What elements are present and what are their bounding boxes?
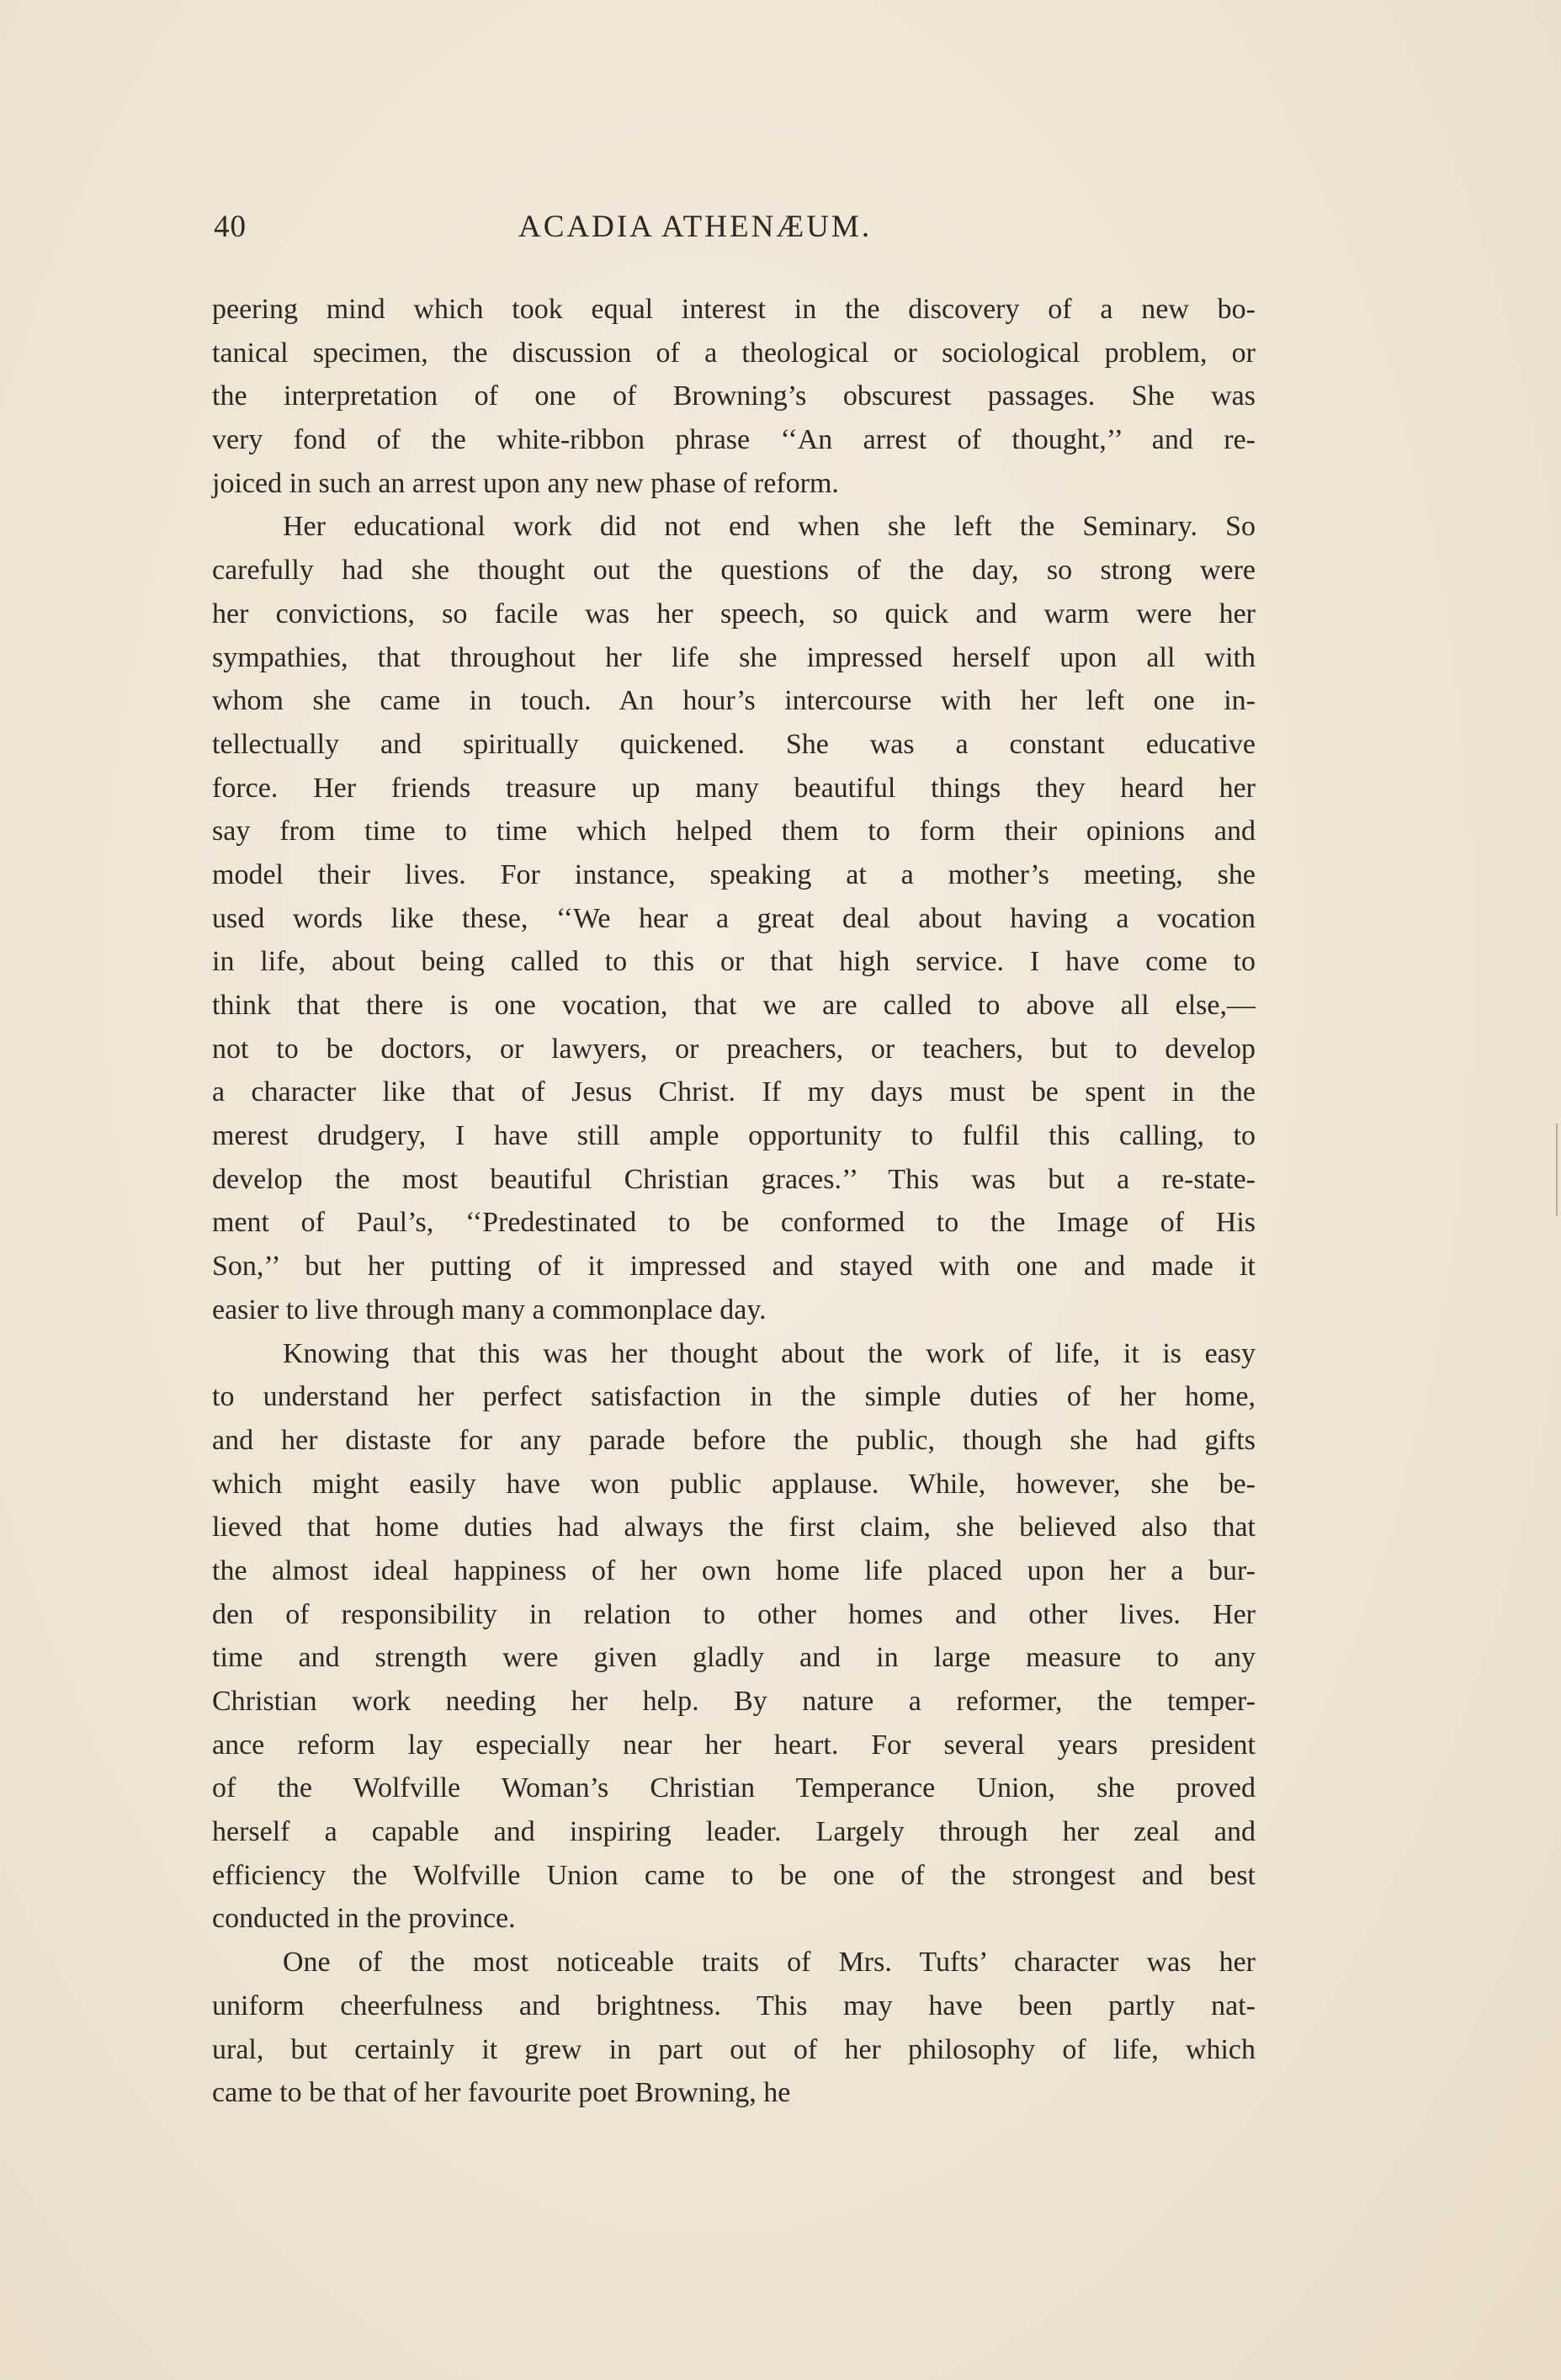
text-line: den of responsibility in relation to other homes and other lives. Her — [212, 1598, 1256, 1630]
paragraph — [212, 1941, 1256, 2115]
text-line: which might easily have won public applause. While, however, she be- — [212, 1468, 1256, 1500]
text-line: used words like these, ‘‘We hear a great deal about having a vocation — [212, 902, 1256, 934]
text-line: efficiency the Wolfville Union came to be one of the strongest and best — [212, 1859, 1256, 1891]
text-line: force. Her friends treasure up many beautiful things they heard her — [212, 772, 1256, 804]
text-line: merest drudgery, I have still ample opportunity to fulfil this calling, to — [212, 1120, 1256, 1152]
article-body — [212, 288, 1256, 2115]
text-line: to understand her perfect satisfaction in the simple duties of her home, — [212, 1381, 1256, 1413]
paragraph — [212, 505, 1256, 1331]
text-line: a character like that of Jesus Christ. If my days must be spent in the — [212, 1076, 1256, 1108]
text-line: Son,’’ but her putting of it impressed and stayed with one and made it — [212, 1251, 1256, 1283]
page-header — [214, 209, 1257, 259]
text-line: say from time to time which helped them to form their opinions and — [212, 815, 1256, 847]
text-line: very fond of the white-ribbon phrase ‘‘An arrest of thought,’’ and re- — [212, 424, 1256, 456]
text-line: ural, but certainly it grew in part out of her philosophy of life, which — [212, 2033, 1256, 2065]
text-line: develop the most beautiful Christian graces.’’ This was but a re-state- — [212, 1163, 1256, 1195]
text-line: model their lives. For instance, speaking at a mother’s meeting, she — [212, 858, 1256, 890]
paragraph — [212, 1332, 1256, 1942]
text-line: think that there is one vocation, that we are called to above all else,— — [212, 990, 1256, 1021]
text-line: tanical specimen, the discussion of a theological or sociological problem, or — [212, 337, 1256, 369]
text-line: carefully had she thought out the questions of the day, so strong were — [212, 555, 1256, 587]
text-line: Christian work needing her help. By nature a reformer, the temper- — [212, 1686, 1256, 1717]
text-line: ment of Paul’s, ‘‘Predestinated to be conformed to the Image of His — [212, 1207, 1256, 1239]
text-line: the almost ideal happiness of her own home life placed upon her a bur- — [212, 1554, 1256, 1586]
text-line: came to be that of her favourite poet Browning, he — [212, 2077, 791, 2109]
text-line: Her educational work did not end when she left the Seminary. So — [283, 511, 1256, 543]
text-line: whom she came in touch. An hour’s intercourse with her left one in- — [212, 685, 1256, 717]
running-title: ACADIA ATHENÆUM. — [518, 210, 873, 244]
paragraph — [212, 288, 1256, 505]
text-line: the interpretation of one of Browning’s obscurest passages. She was — [212, 380, 1256, 412]
text-line: ance reform lay especially near her heart. For several years president — [212, 1729, 1256, 1761]
text-line: peering mind which took equal interest in the discovery of a new bo- — [212, 294, 1256, 325]
text-line: Knowing that this was her thought about the work of life, it is easy — [283, 1337, 1256, 1369]
text-line: tellectually and spiritually quickened. She was a constant educative — [212, 728, 1256, 760]
text-line: of the Wolfville Woman’s Christian Temperance Union, she proved — [212, 1772, 1256, 1804]
text-line: time and strength were given gladly and in large measure to any — [212, 1642, 1256, 1674]
text-line: herself a capable and inspiring leader. Largely through her zeal and — [212, 1816, 1256, 1848]
text-line: lieved that home duties had always the first claim, she believed also that — [212, 1511, 1256, 1543]
text-line: her convictions, so facile was her speech, so quick and warm were her — [212, 598, 1256, 630]
text-line: conducted in the province. — [212, 1903, 516, 1935]
text-line: uniform cheerfulness and brightness. This may have been partly nat- — [212, 1990, 1256, 2021]
page-number: 40 — [214, 210, 247, 244]
page-edge-mark — [1556, 1124, 1561, 1216]
text-line: easier to live through many a commonplace day. — [212, 1294, 767, 1325]
text-line: in life, about being called to this or that high service. I have come to — [212, 946, 1256, 978]
text-line: One of the most noticeable traits of Mrs. Tufts’ character was her — [283, 1947, 1256, 1979]
text-line: sympathies, that throughout her life she impressed herself upon all with — [212, 641, 1256, 673]
text-line: and her distaste for any parade before the public, though she had gifts — [212, 1424, 1256, 1456]
text-line: joiced in such an arrest upon any new phase of reform. — [212, 467, 839, 499]
text-line: not to be doctors, or lawyers, or preachers, or teachers, but to develop — [212, 1033, 1256, 1065]
